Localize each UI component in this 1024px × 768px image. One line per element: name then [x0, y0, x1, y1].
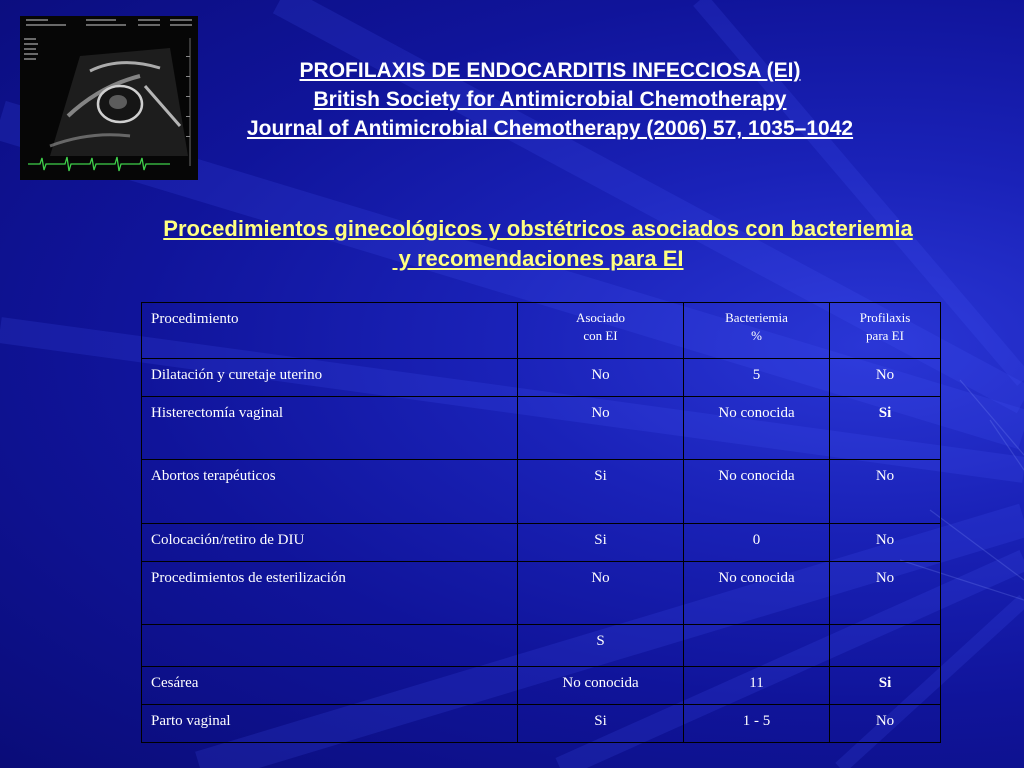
cell-procedimiento: Dilatación y curetaje uterino [142, 359, 518, 397]
header-procedimiento: Procedimiento [142, 303, 518, 359]
header-bacteriemia-line1: Bacteriemia [725, 310, 788, 325]
cell-asociado: No conocida [518, 667, 684, 705]
cell-profilaxis: No [830, 524, 941, 562]
header-asociado [518, 303, 684, 359]
cell-profilaxis: No [830, 705, 941, 743]
cell-bacteriemia [684, 625, 830, 667]
cell-profilaxis: No [830, 562, 941, 625]
cell-bacteriemia: No conocida [684, 562, 830, 625]
header-bacteriemia [684, 303, 830, 359]
table-row [142, 359, 941, 397]
cell-profilaxis [830, 625, 941, 667]
cell-profilaxis: No [830, 359, 941, 397]
header-profilaxis-line2: para EI [866, 328, 904, 343]
slide-subtitle [90, 214, 986, 274]
table-row [142, 705, 941, 743]
cell-asociado: Si [518, 460, 684, 524]
procedures-table [141, 302, 941, 743]
cell-asociado: S [518, 625, 684, 667]
cell-bacteriemia: 11 [684, 667, 830, 705]
cell-procedimiento: Cesárea [142, 667, 518, 705]
subtitle-line-2: y recomendaciones para EI [392, 246, 684, 271]
table-row [142, 562, 941, 625]
cell-bacteriemia: No conocida [684, 460, 830, 524]
cell-asociado: No [518, 397, 684, 460]
cell-profilaxis: Si [830, 667, 941, 705]
cell-procedimiento: Colocación/retiro de DIU [142, 524, 518, 562]
slide-title [170, 56, 930, 143]
cell-bacteriemia: 5 [684, 359, 830, 397]
header-asociado-line1: Asociado [575, 310, 626, 325]
cell-profilaxis: Si [830, 397, 941, 460]
header-profilaxis-line1: Profilaxis [859, 310, 911, 325]
cell-asociado: Si [518, 705, 684, 743]
header-bacteriemia-line2: % [751, 328, 762, 343]
cell-bacteriemia: 1 - 5 [684, 705, 830, 743]
cell-bacteriemia: No conocida [684, 397, 830, 460]
cell-asociado: No [518, 562, 684, 625]
subtitle-line-1: Procedimientos ginecológicos y obstétricos asociados con bacteriemia [163, 216, 913, 241]
cell-asociado: Si [518, 524, 684, 562]
header-asociado-line2: con EI [583, 328, 618, 343]
title-line-1: PROFILAXIS DE ENDOCARDITIS INFECCIOSA (EI) [299, 59, 801, 82]
table-header-row [142, 303, 941, 359]
cell-procedimiento: Parto vaginal [142, 705, 518, 743]
table-row [142, 460, 941, 524]
cell-bacteriemia: 0 [684, 524, 830, 562]
cell-procedimiento: Histerectomía vaginal [142, 397, 518, 460]
table-row [142, 625, 941, 667]
cell-procedimiento [142, 625, 518, 667]
cell-profilaxis: No [830, 460, 941, 524]
table-row [142, 397, 941, 460]
cell-procedimiento: Abortos terapéuticos [142, 460, 518, 524]
table-row [142, 667, 941, 705]
cell-asociado: No [518, 359, 684, 397]
cell-procedimiento: Procedimientos de esterilización [142, 562, 518, 625]
title-line-2: British Society for Antimicrobial Chemotherapy [313, 88, 787, 111]
title-line-3: Journal of Antimicrobial Chemotherapy (2006) 57, 1035–1042 [246, 117, 854, 140]
table-row [142, 524, 941, 562]
header-profilaxis [830, 303, 941, 359]
